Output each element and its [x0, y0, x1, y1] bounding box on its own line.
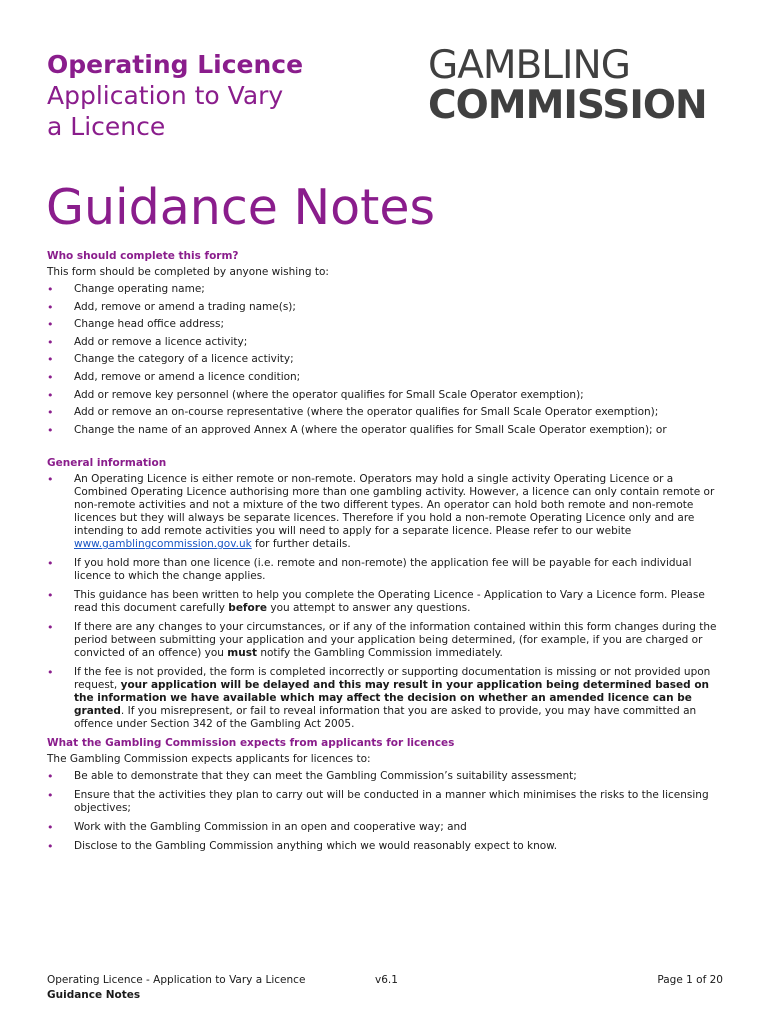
section-heading-who: Who should complete this form? — [47, 250, 239, 262]
logo-line2: COMMISSION — [428, 83, 707, 128]
logo-line1: GAMBLING — [428, 43, 630, 88]
list-text: An Operating Licence is either remote or non-remote. Operators may hold a single activity Operating Licence or a Combined Operating Licence authorising more than one gambling activity. However, a licence can only contain remote or non-remote activities and not a mixture of the two different types. An operator can hold both remote and non-remote licences but they will always be separate licences. Therefore if you hold a non-remote Operating Licence only and are intending to add remote activities you will need to apply for a separate licence. Please refer to our webite — [74, 473, 715, 538]
list-item — [47, 473, 727, 551]
page-title: Guidance Notes — [46, 179, 436, 236]
emphasis-text: your application will be delayed and this may result in your application being determined based on the information we have available which may affect the decision on whether an amended licence can be granted — [74, 679, 710, 718]
footer-version: v6.1 — [375, 974, 398, 986]
section-heading-expectations: What the Gambling Commission expects from applicants for licences — [47, 737, 455, 750]
list-item: • Work with the Gambling Commission in an open and cooperative way; and — [47, 821, 727, 834]
list-item: • Change the name of an approved Annex A (where the operator qualifies for Small Scale Operator exemption); or — [47, 424, 727, 437]
list-text: for further details. — [251, 538, 351, 551]
document-header — [47, 50, 303, 142]
list-item — [47, 589, 727, 615]
list-text: If the fee is not provided, the form is completed incorrectly or supporting documentation is missing or not provided upon request, — [74, 666, 711, 692]
guidance-content — [47, 250, 727, 859]
document-subtitle-line2: a Licence — [47, 112, 166, 141]
emphasis-text: must — [227, 647, 257, 660]
emphasis-text: before — [228, 602, 268, 615]
list-item: • Add or remove key personnel (where the operator qualifies for Small Scale Operator exemption); — [47, 389, 727, 402]
section-heading-general: General information — [47, 457, 167, 470]
section-intro-who: This form should be completed by anyone wishing to: — [47, 266, 329, 278]
expectations-list — [47, 770, 727, 853]
list-text: you attempt to answer any questions. — [267, 602, 471, 615]
who-list — [47, 283, 727, 437]
list-item: • Add or remove a licence activity; — [47, 336, 727, 349]
list-item: • Add, remove or amend a licence condition; — [47, 371, 727, 384]
list-item — [47, 621, 727, 660]
list-text: notify the Gambling Commission immediately. — [256, 647, 503, 660]
list-item: • Disclose to the Gambling Commission anything which we would reasonably expect to know. — [47, 840, 727, 853]
document-title: Operating Licence — [47, 50, 304, 79]
document-subtitle-line1: Application to Vary — [47, 81, 284, 110]
list-item: • Add or remove an on-course representative (where the operator qualifies for Small Scale Operator exemption); — [47, 406, 727, 419]
list-item: • Change head office address; — [47, 318, 727, 331]
list-text: If there are any changes to your circumstances, or if any of the information contained within this form changes during the period between submitting your application and your application being determined, (for example, if you are charged or convicted of an offence) you — [74, 621, 717, 660]
list-text: This guidance has been written to help you complete the Operating Licence - Application to Vary a Licence form. Please read this document carefully — [74, 589, 705, 615]
list-item: • Add, remove or amend a trading name(s); — [47, 301, 727, 314]
list-item — [47, 666, 727, 731]
commission-website-link[interactable]: www.gamblingcommission.gov.uk — [74, 538, 252, 551]
list-text: . If you misrepresent, or fail to reveal information that you are asked to provide, you may have committed an offence under Section 342 of the Gambling Act 2005. — [74, 705, 697, 731]
footer-document-subtitle: Guidance Notes — [47, 989, 141, 1001]
general-info-list — [47, 473, 727, 731]
gambling-commission-logo — [428, 43, 707, 128]
list-item: • Change the category of a licence activity; — [47, 353, 727, 366]
section-intro-expectations: The Gambling Commission expects applicants for licences to: — [47, 753, 371, 766]
list-item: • Ensure that the activities they plan to carry out will be conducted in a manner which minimises the risks to the licensing objectives; — [47, 789, 727, 815]
list-item: • Be able to demonstrate that they can meet the Gambling Commission’s suitability assessment; — [47, 770, 727, 783]
list-item: • Change operating name; — [47, 283, 727, 296]
footer-page-number: Page 1 of 20 — [657, 974, 723, 986]
footer-document-title: Operating Licence - Application to Vary a Licence — [47, 974, 306, 986]
list-item: • If you hold more than one licence (i.e. remote and non-remote) the application fee will be payable for each individual licence to which the change applies. — [47, 557, 727, 583]
